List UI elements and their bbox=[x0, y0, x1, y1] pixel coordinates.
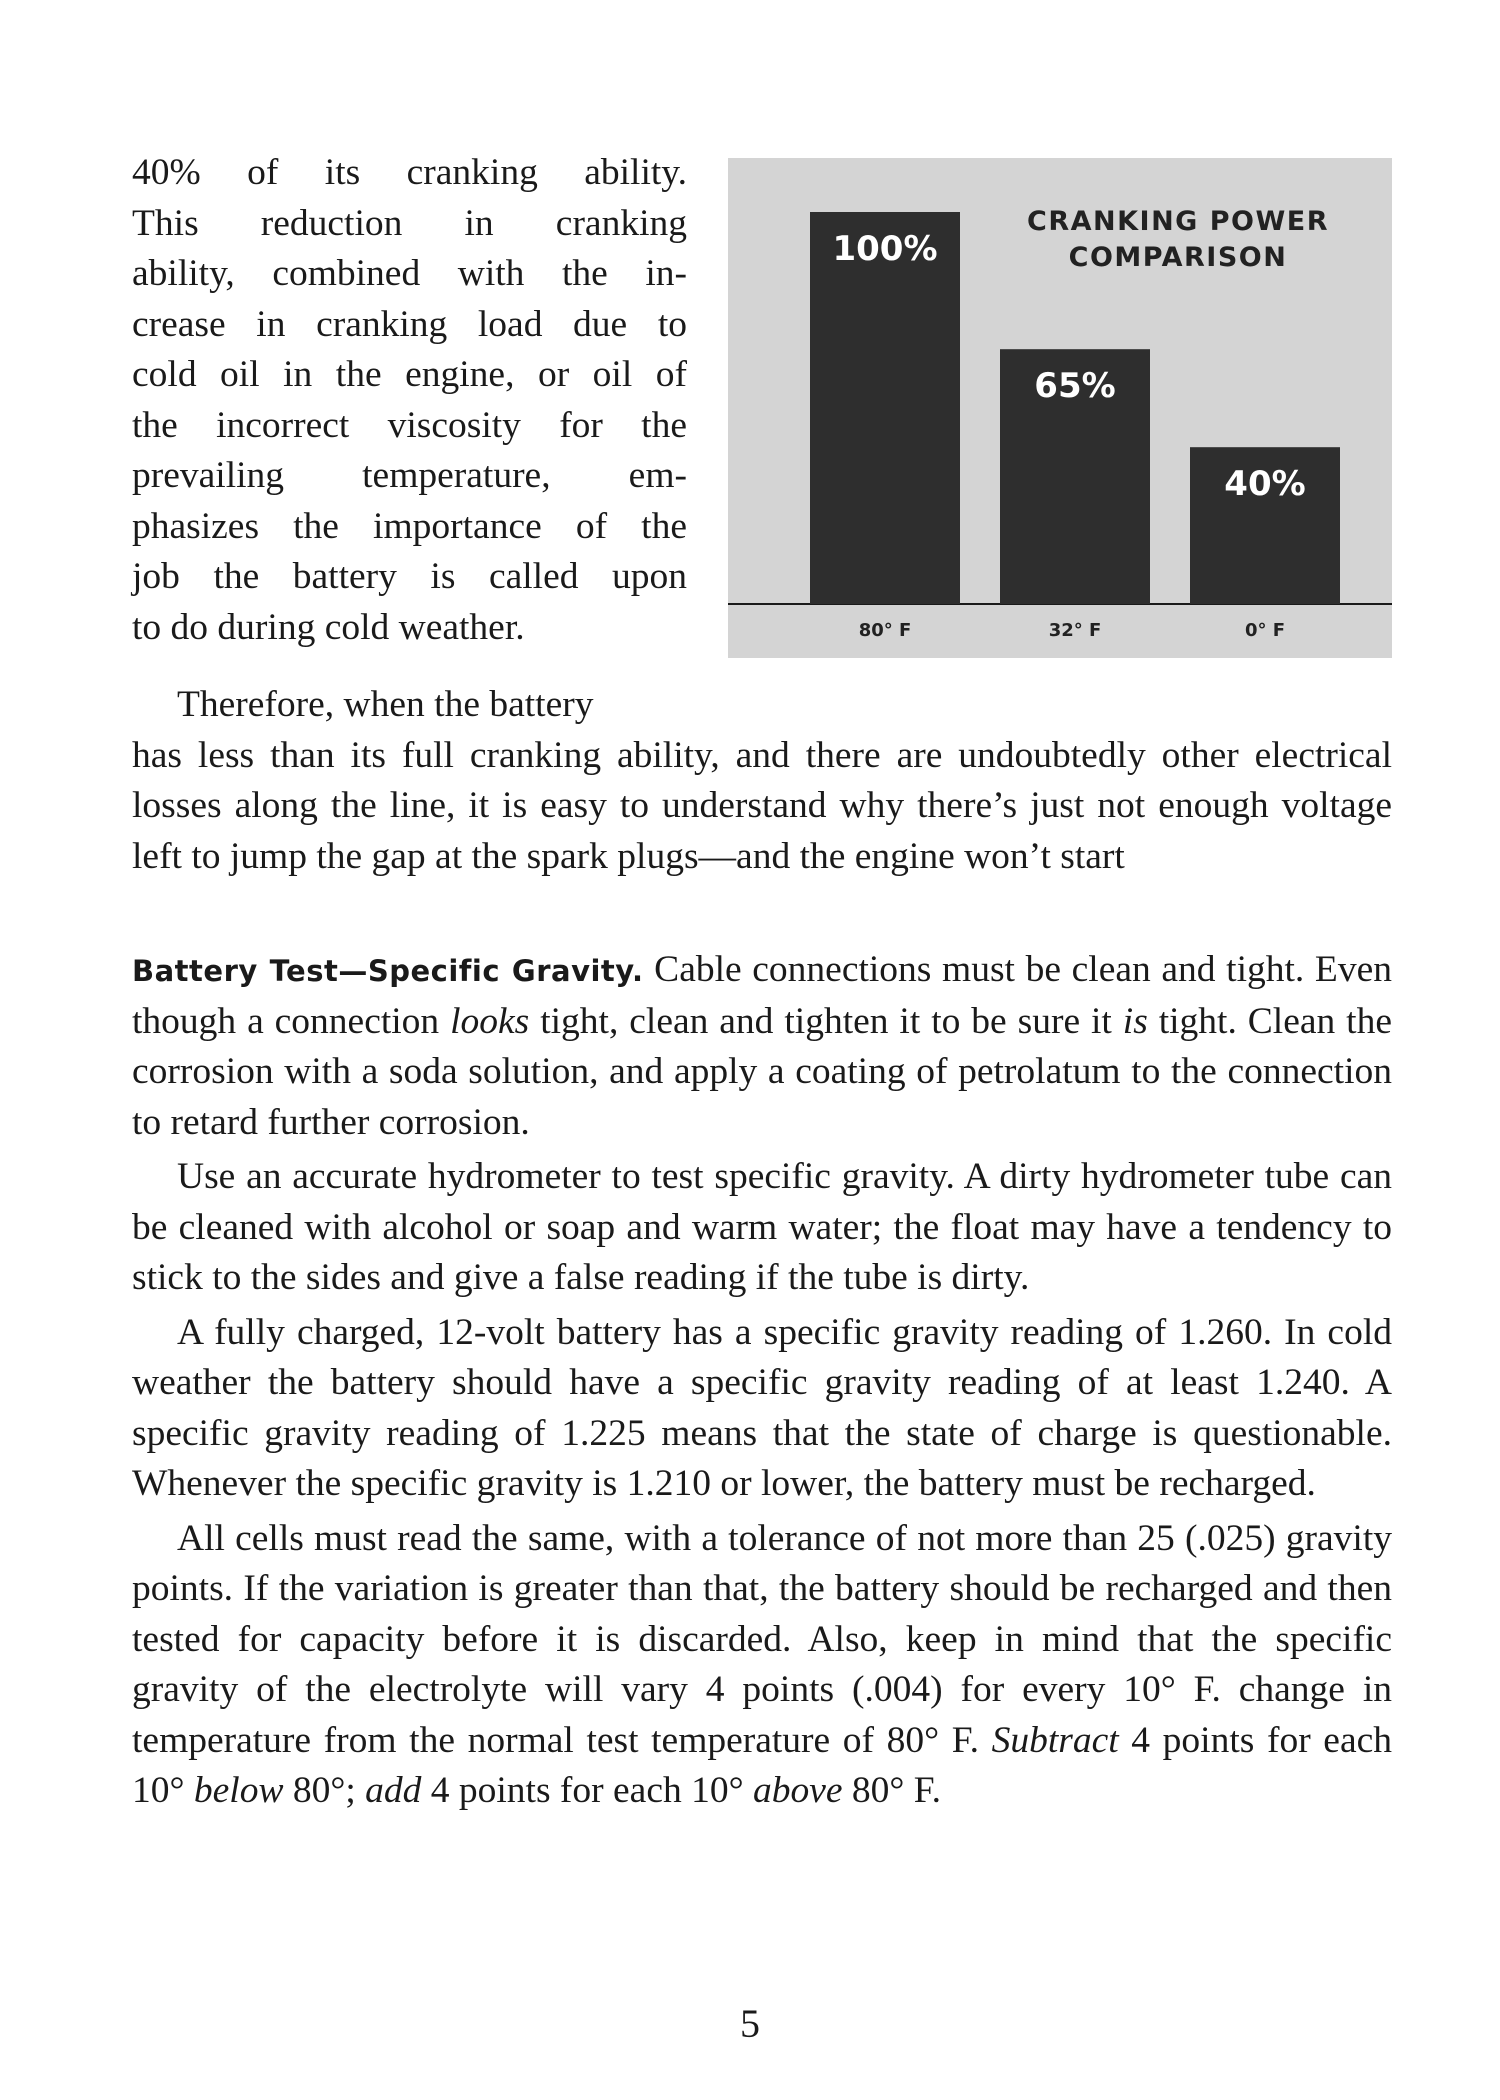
emphasis: Subtract bbox=[991, 1719, 1119, 1761]
text-run: tight. Clean the corrosion with a soda solution, and apply a coating of petrolatum to the connection to retard further corrosion. bbox=[132, 1000, 1392, 1143]
battery-test-paragraph-3: A fully charged, 12-volt battery has a specific gravity reading of 1.260. In cold weather the battery should have a specific gravity reading of at least 1.240. A specific gravity reading of 1.225 means that the state of charge is questionable. Whenever the specific gravity is 1.210 or lower, the battery must be recharged. bbox=[132, 1311, 1392, 1504]
chart-title: COMPARISON bbox=[1068, 242, 1288, 273]
text-run: 80° F. bbox=[842, 1770, 941, 1811]
chart-value-label: 100% bbox=[832, 229, 938, 269]
therefore-paragraph bbox=[132, 680, 1392, 882]
battery-test-paragraph-1 bbox=[132, 945, 1392, 1148]
intro-paragraph bbox=[132, 148, 687, 653]
intro-line: job the battery is called upon bbox=[132, 556, 687, 597]
therefore-rest: has less than its full cranking ability, and there are undoubtedly other electrical losses along the line, it is easy to understand why there’s just not enough voltage left to jump the gap at the spark plugs—and the engine won’t start bbox=[132, 734, 1392, 877]
emphasis: below bbox=[193, 1770, 284, 1811]
therefore-first-line: Therefore, when the battery bbox=[177, 684, 594, 725]
battery-test-paragraph-2: Use an accurate hydrometer to test specific gravity. A dirty hydrometer tube can be cleaned with alcohol or soap and warm water; the float may have a tendency to stick to the sides and give a false reading if the tube is dirty. bbox=[132, 1156, 1392, 1298]
chart-category-label: 32° F bbox=[1048, 620, 1102, 641]
battery-test-section bbox=[132, 945, 1392, 1817]
cranking-power-chart bbox=[728, 158, 1392, 658]
chart-value-label: 65% bbox=[1034, 366, 1116, 407]
emphasis: is bbox=[1122, 1000, 1148, 1042]
text-run: tight, clean and tighten it to be sure it bbox=[529, 1000, 1123, 1042]
chart-category-label: 0° F bbox=[1244, 620, 1286, 641]
text-run: 4 points for each 10° bbox=[421, 1770, 753, 1811]
intro-line: 40% of its cranking ability. bbox=[132, 152, 687, 193]
text-run: All cells must read the same, with a tolerance of not more than 25 (.025) gravity points. If the variation is greater than that, the battery should be recharged and then tested for capacity before it is discarded. Also, keep in mind that the specific gravity of the electrolyte will vary 4 points (.004) for every 10° F. change in temperature from the normal test temperature of 80° F. bbox=[132, 1517, 1392, 1761]
section-heading: Battery Test—Specific Gravity. bbox=[132, 954, 644, 988]
chart-title: CRANKING POWER bbox=[1027, 206, 1329, 237]
intro-line: ability, combined with the in- bbox=[132, 253, 687, 294]
text-run: 4 points for each 10° bbox=[132, 1719, 1392, 1811]
emphasis: above bbox=[752, 1770, 843, 1811]
chart-svg bbox=[728, 158, 1392, 658]
text-run: Cable connections must be clean and tight. Even though a connection bbox=[132, 949, 1392, 1042]
chart-category-label: 80° F bbox=[858, 620, 912, 641]
emphasis: looks bbox=[450, 1000, 530, 1042]
intro-line: crease in cranking load due to bbox=[132, 303, 687, 345]
intro-line: This reduction in cranking bbox=[132, 202, 687, 244]
intro-line: phasizes the importance of the bbox=[132, 505, 687, 547]
intro-line: prevailing temperature, em- bbox=[132, 455, 687, 496]
intro-line: the incorrect viscosity for the bbox=[132, 404, 687, 446]
battery-test-paragraph-4 bbox=[132, 1514, 1392, 1817]
intro-line: cold oil in the engine, or oil of bbox=[132, 354, 687, 395]
page-number: 5 bbox=[740, 2001, 760, 2046]
intro-line: to do during cold weather. bbox=[132, 606, 525, 648]
emphasis: add bbox=[365, 1770, 422, 1811]
chart-bar bbox=[810, 212, 960, 604]
text-run: 80°; bbox=[283, 1770, 366, 1811]
chart-value-label: 40% bbox=[1224, 464, 1306, 505]
